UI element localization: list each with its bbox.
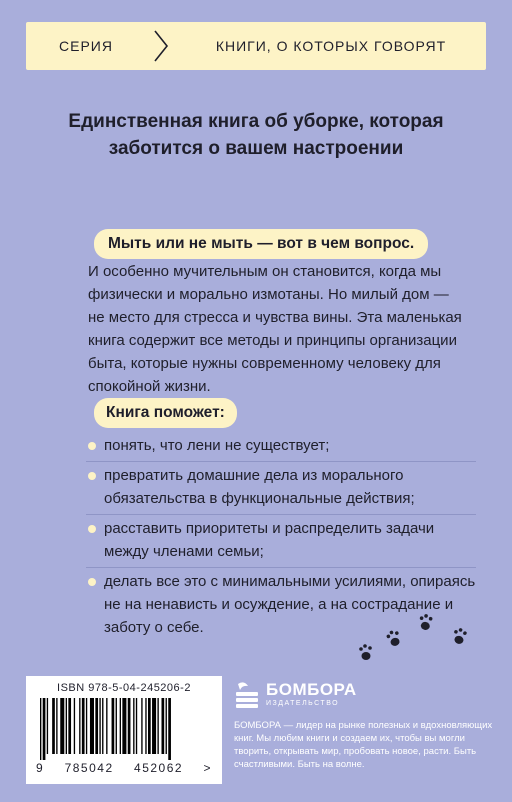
barcode-bar — [112, 698, 115, 754]
barcode-box — [26, 676, 222, 784]
paw-prints-icon — [350, 610, 480, 670]
barcode-bar — [106, 698, 107, 754]
barcode-bar — [56, 698, 57, 754]
barcode-bar — [162, 698, 165, 754]
publisher-logo — [234, 680, 357, 710]
chevron-right-icon — [146, 22, 176, 70]
barcode-digit-left: 785042 — [64, 761, 114, 775]
headline: Единственная книга об уборке, которая заботится о вашем настроении — [68, 111, 444, 159]
barcode-bar — [148, 698, 151, 754]
barcode-digits — [36, 761, 212, 775]
barcode-bar — [152, 698, 156, 754]
barcode-bar — [120, 698, 121, 754]
barcode-bar — [82, 698, 85, 754]
barcode-bar — [47, 698, 48, 754]
barcode-bar — [133, 698, 134, 754]
bullet-dot-icon — [88, 472, 96, 480]
list-item — [86, 462, 476, 515]
barcode-bar — [74, 698, 75, 754]
series-label: СЕРИЯ — [59, 38, 113, 54]
barcode-bar — [99, 698, 100, 754]
barcode-icon — [36, 698, 212, 760]
barcode-bar — [116, 698, 117, 754]
logo-subtitle: ИЗДАТЕЛЬСТВО — [266, 700, 340, 707]
barcode-bar — [145, 698, 146, 754]
barcode-bar — [141, 698, 142, 754]
list-item — [86, 515, 476, 568]
barcode-bar — [86, 698, 87, 754]
bullet-dot-icon — [88, 525, 96, 533]
series-banner — [26, 22, 486, 70]
bullet-dot-icon — [88, 578, 96, 586]
barcode-bar — [66, 698, 67, 754]
barcode-digit-end: > — [203, 761, 212, 775]
logo-name: БОМБОРА — [266, 680, 357, 699]
barcode-bar — [128, 698, 131, 754]
barcode-bar — [122, 698, 126, 754]
list-item-text: расставить приоритеты и распределить задачи между членами семьи; — [104, 520, 435, 560]
barcode-bar — [166, 698, 167, 754]
intro-paragraph: И особенно мучительным он становится, когда мы физически и морально измотаны. Но милый дом — не место для стресса и чувства вины. Эта маленькая книга содержит все методы и принципы организации быта, которые нужны современному человеку для спокойной жизни. — [88, 263, 462, 395]
list-item-text: превратить домашние дела из морального обязательства в функциональные действия; — [104, 467, 415, 507]
bullet-dot-icon — [88, 442, 96, 450]
barcode-bar — [136, 698, 137, 754]
list-item — [86, 432, 476, 462]
barcode-bar — [52, 698, 55, 754]
barcode-digit-right: 452062 — [134, 761, 184, 775]
barcode-bar — [68, 698, 71, 754]
barcode-bar — [168, 698, 171, 760]
barcode-bar — [43, 698, 46, 760]
list-item-text: делать все это с минимальными усилиями, опираясь не на ненависть и осуждение, а на сострадание и заботу о себе. — [104, 573, 476, 636]
helps-title: Книга поможет: — [94, 398, 237, 428]
publisher-description: БОМБОРА — лидер на рынке полезных и вдохновляющих книг. Мы любим книги и создаем их, чтобы вы могли творить, открывать мир, пробовать новое, расти. Быть счастливыми. Быть на волне. — [234, 720, 493, 770]
list-item-text: понять, что лени не существует; — [104, 437, 330, 454]
barcode-digit-first: 9 — [36, 761, 45, 775]
isbn-text: ISBN 978-5-04-245206-2 — [57, 682, 191, 694]
barcode-bar — [90, 698, 94, 754]
barcode-bar — [40, 698, 41, 760]
barcode-bar — [79, 698, 80, 754]
barcode-bar — [95, 698, 98, 754]
question-highlight: Мыть или не мыть — вот в чем вопрос. — [94, 229, 428, 259]
wave-logo-icon — [234, 680, 260, 710]
barcode-bar — [157, 698, 158, 754]
barcode-bar — [60, 698, 64, 754]
series-name: КНИГИ, О КОТОРЫХ ГОВОРЯТ — [215, 38, 447, 54]
barcode-bar — [102, 698, 103, 754]
